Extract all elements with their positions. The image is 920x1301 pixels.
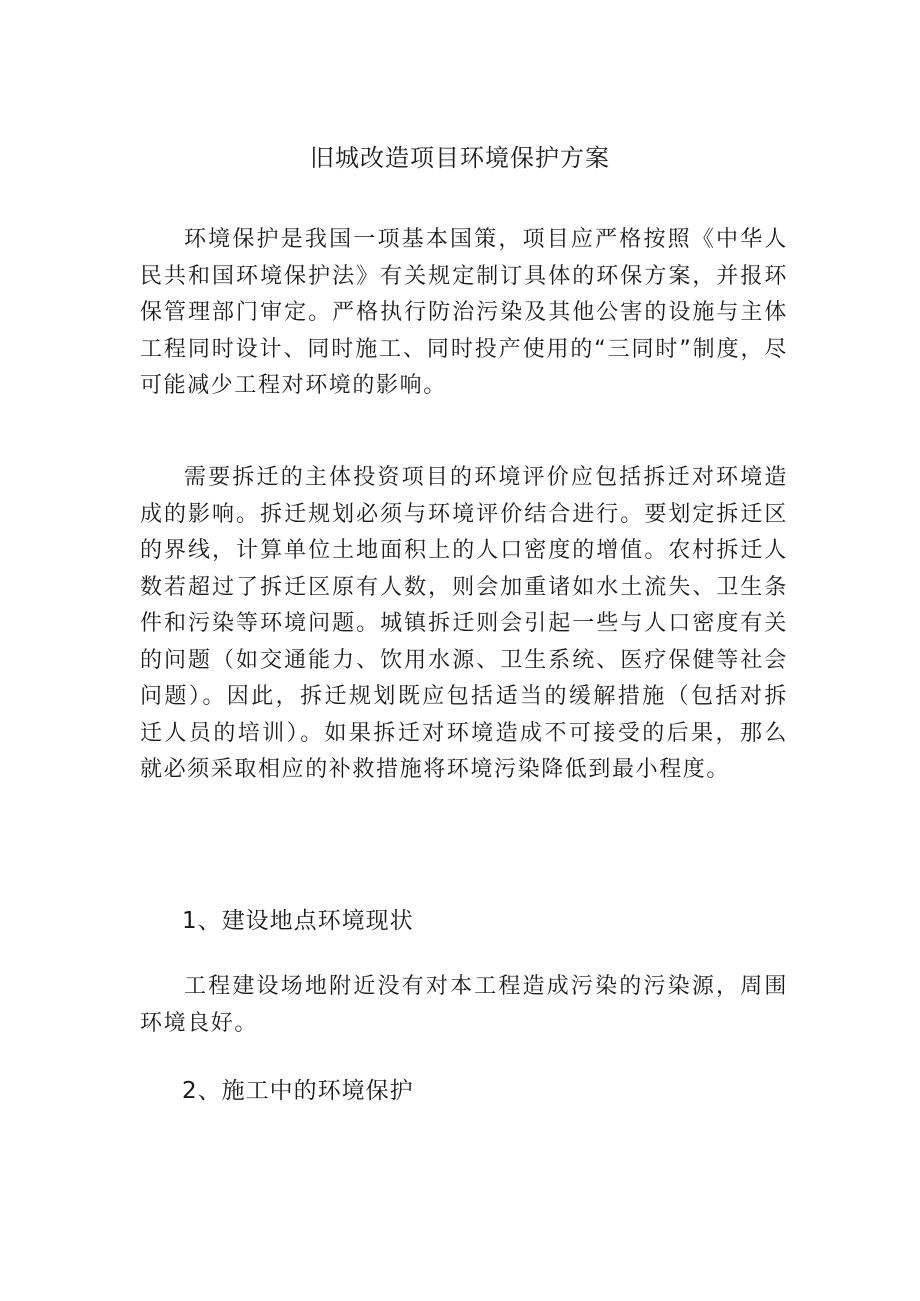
- section-heading-construction-protection: 2、施工中的环境保护: [182, 1078, 414, 1104]
- relocation-paragraph: 需要拆迁的主体投资项目的环境评价应包括拆迁对环境造成的影响。拆迁规划必须与环境评价结合进行。要划定拆迁区的界线，计算单位土地面积上的人口密度的增值。农村拆迁人数若超过了拆迁区原有人数，则会加重诸如水土流失、卫生条件和污染等环境问题。城镇拆迁则会引起一些与人口密度有关的问题（如交通能力、饮用水源、卫生系统、医疗保健等社会问题）。因此，拆迁规划既应包括适当的缓解措施（包括对拆迁人员的培训）。如果拆迁对环境造成不可接受的后果，那么就必须采取相应的补救措施将环境污染降低到最小程度。: [140, 465, 788, 782]
- section-heading-site-environment: 1、建设地点环境现状: [182, 908, 414, 934]
- document-title: 旧城改造项目环境保护方案: [310, 144, 610, 172]
- section-paragraph-site-environment: 工程建设场地附近没有对本工程造成污染的污染源，周围环境良好。: [140, 974, 788, 1036]
- intro-paragraph: 环境保护是我国一项基本国策，项目应严格按照《中华人民共和国环境保护法》有关规定制订具体的环保方案，并报环保管理部门审定。严格执行防治污染及其他公害的设施与主体工程同时设计、同时施工、同时投产使用的“三同时”制度，尽可能减少工程对环境的影响。: [140, 227, 788, 398]
